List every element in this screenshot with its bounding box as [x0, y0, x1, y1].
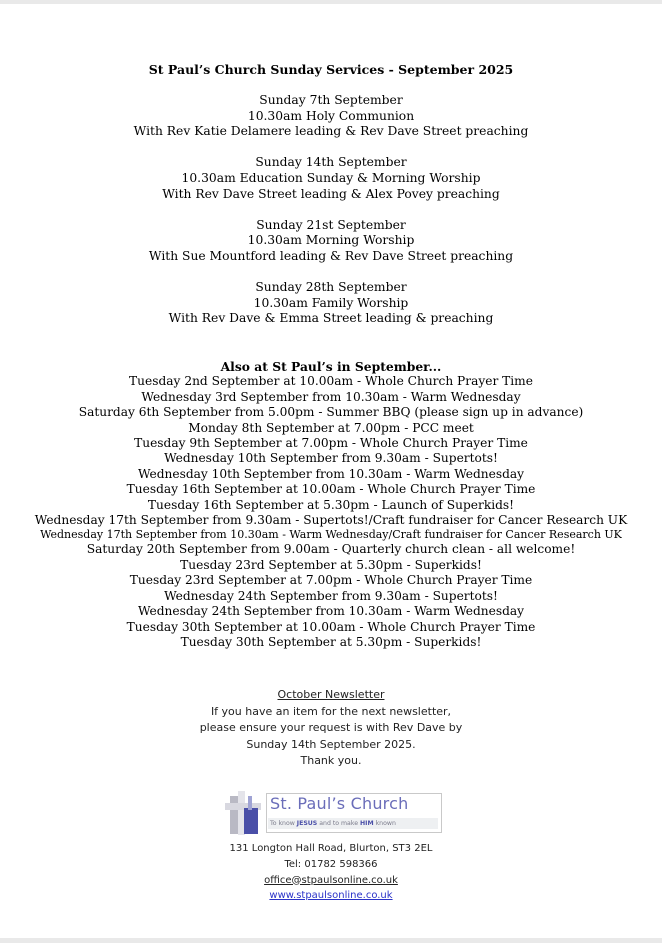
contact-section [0, 841, 662, 904]
service-name: 10.30am Family Worship [253, 295, 409, 310]
event-item: Saturday 6th September from 5.00pm - Summer BBQ (please sign up in advance) [78, 405, 584, 420]
event-item: Wednesday 10th September from 10.30am - Warm Wednesday [137, 466, 525, 481]
events-heading: Also at St Paul’s in September... [220, 359, 442, 374]
service-leaders: With Rev Dave & Emma Street leading & preaching [168, 311, 494, 326]
event-item: Wednesday 24th September from 10.30am - Warm Wednesday [137, 604, 525, 619]
event-item: Tuesday 23rd September at 5.30pm - Superkids! [180, 557, 482, 572]
event-item: Tuesday 23rd September at 7.00pm - Whole Church Prayer Time [129, 573, 533, 588]
church-logo [224, 790, 442, 836]
event-item: Tuesday 16th September at 5.30pm - Launch of Superkids! [147, 497, 515, 512]
email-link[interactable]: office@stpaulsonline.co.uk [264, 874, 398, 886]
event-item: Tuesday 30th September at 5.30pm - Superkids! [180, 634, 482, 649]
service-leaders: With Rev Dave Street leading & Alex Povey preaching [162, 186, 500, 201]
event-item: Wednesday 17th September from 10.30am - Warm Wednesday/Craft fundraiser for Cancer Research UK [40, 528, 622, 542]
service-block [0, 280, 662, 327]
address: 131 Longton Hall Road, Blurton, ST3 2EL [229, 843, 433, 854]
logo-name: St. Paul’s Church [270, 794, 409, 813]
phone: Tel: 01782 598366 [284, 858, 378, 870]
service-leaders: With Sue Mountford leading & Rev Dave Street preaching [148, 248, 514, 263]
event-item: Tuesday 30th September at 10.00am - Whole Church Prayer Time [126, 619, 536, 634]
service-date: Sunday 14th September [255, 155, 407, 170]
newsletter-line: If you have an item for the next newsletter, [210, 704, 452, 718]
event-item: Tuesday 9th September at 7.00pm - Whole Church Prayer Time [134, 436, 528, 451]
event-item: Wednesday 24th September from 9.30am - Supertots! [164, 588, 498, 603]
service-name: 10.30am Morning Worship [247, 233, 415, 248]
newsletter-line: Thank you. [300, 754, 362, 768]
service-block [0, 218, 662, 265]
event-item: Tuesday 16th September at 10.00am - Whole Church Prayer Time [126, 482, 536, 497]
event-item: Saturday 20th September from 9.00am - Quarterly church clean - all welcome! [86, 542, 576, 557]
logo-tagline: To know JESUS and to make HIM known [268, 818, 438, 829]
event-item: Tuesday 2nd September at 10.00am - Whole Church Prayer Time [129, 374, 533, 389]
service-name: 10.30am Education Sunday & Morning Worship [181, 170, 481, 185]
newsletter-heading: October Newsletter [277, 688, 385, 701]
event-item: Wednesday 10th September from 9.30am - Supertots! [164, 451, 498, 466]
service-date: Sunday 7th September [259, 93, 403, 107]
document-page [0, 4, 662, 938]
service-leaders: With Rev Katie Delamere leading & Rev Dave Street preaching [133, 124, 529, 139]
event-item: Monday 8th September at 7.00pm - PCC meet [188, 420, 474, 435]
events-section [0, 359, 662, 650]
newsletter-section [0, 687, 662, 770]
service-block [0, 155, 662, 202]
event-item: Wednesday 17th September from 9.30am - Supertots!/Craft fundraiser for Cancer Research UK [34, 513, 628, 528]
newsletter-line: please ensure your request is with Rev Dave by [199, 721, 463, 735]
church-cross-icon [224, 790, 268, 836]
website-link[interactable]: www.stpaulsonline.co.uk [269, 890, 393, 902]
newsletter-line: Sunday 14th September 2025. [246, 737, 416, 751]
event-item: Wednesday 3rd September from 10.30am - Warm Wednesday [141, 389, 521, 404]
service-name: 10.30am Holy Communion [247, 108, 415, 123]
service-date: Sunday 21st September [256, 217, 406, 232]
services-list [0, 93, 662, 343]
service-block [0, 93, 662, 140]
page-title: St Paul’s Church Sunday Services - September 2025 [148, 62, 514, 77]
service-date: Sunday 28th September [255, 280, 407, 295]
